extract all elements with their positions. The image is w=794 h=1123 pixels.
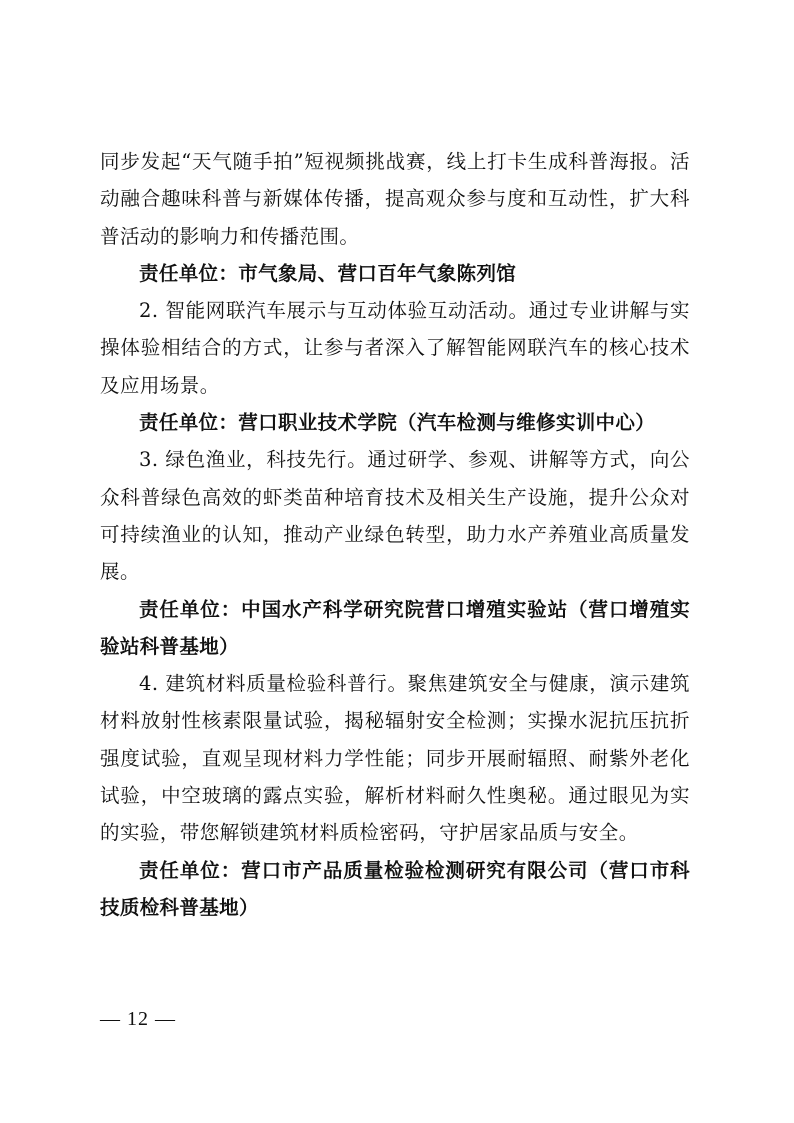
page-number: — 12 —	[100, 1008, 176, 1030]
responsible-unit-materials: 责任单位：营口市产品质量检验检测研究有限公司（营口市科技质检科普基地）	[100, 858, 690, 919]
building-materials-paragraph: 4. 建筑材料质量检验科普行。聚焦建筑安全与健康，演示建筑材料放射性核素限量试验，揭秘辐射安全检测；实操水泥抗压抗折强度试验，直观呈现材料力学性能；同步开展耐辐照、耐紫外老化试验，中空玻璃的露点实验，解析材料耐久性奥秘。通过眼见为实的实验，带您解锁建筑材料质检密码，守护居家品质与安全。	[100, 672, 690, 845]
green-fishery-paragraph: 3. 绿色渔业，科技先行。通过研学、参观、讲解等方式，向公众科普绿色高效的虾类苗种培育技术及相关生产设施，提升公众对可持续渔业的认知，推动产业绿色转型，助力水产养殖业高质量发展。	[100, 448, 690, 584]
responsible-unit-vehicle: 责任单位：营口职业技术学院（汽车检测与维修实训中心）	[139, 411, 656, 435]
responsible-unit-fishery: 责任单位：中国水产科学研究院营口增殖实验站（营口增殖实验站科普基地）	[100, 597, 690, 658]
connected-vehicle-paragraph: 2. 智能网联汽车展示与互动体验互动活动。通过专业讲解与实操体验相结合的方式，让参与者深入了解智能网联汽车的核心技术及应用场景。	[100, 299, 690, 397]
responsible-unit-weather: 责任单位：市气象局、营口百年气象陈列馆	[139, 261, 517, 285]
weather-activity-paragraph: 同步发起“天气随手拍”短视频挑战赛，线上打卡生成科普海报。活动融合趣味科普与新媒体传播，提高观众参与度和互动性，扩大科普活动的影响力和传播范围。	[100, 150, 690, 248]
document-body	[100, 143, 690, 926]
